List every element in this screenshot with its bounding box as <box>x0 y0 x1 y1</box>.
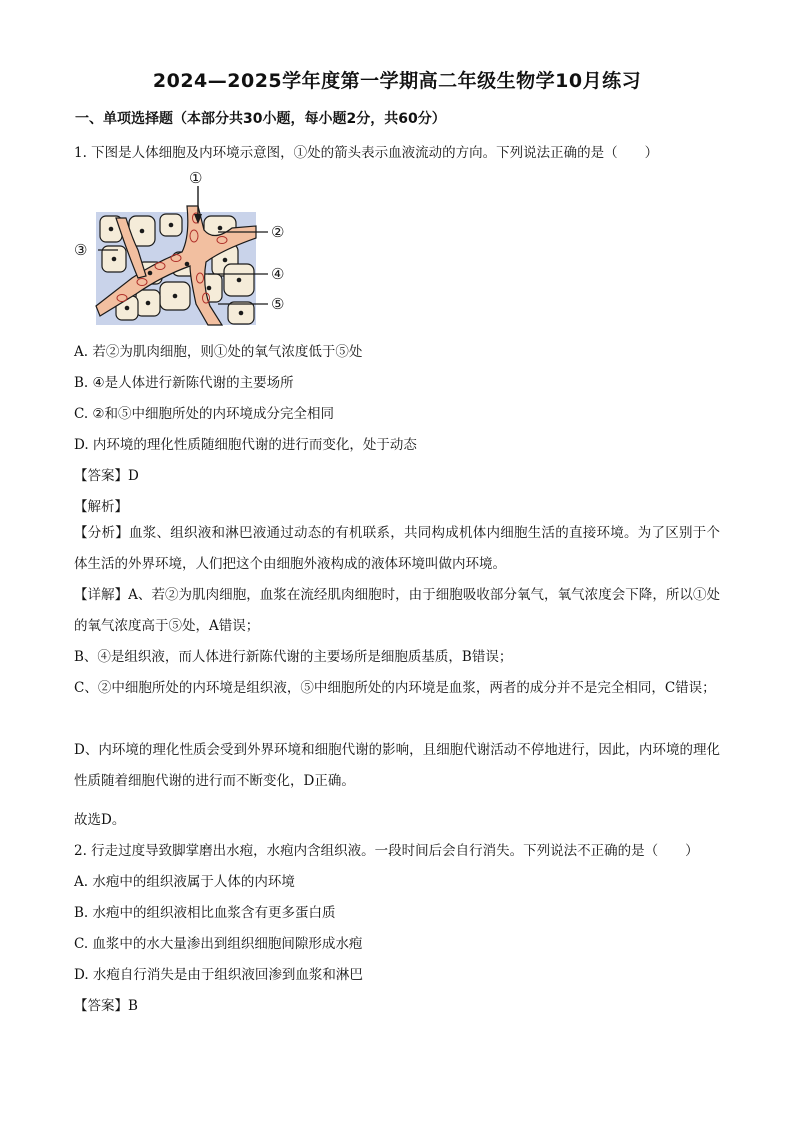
q1-stem: 1. 下图是人体细胞及内环境示意图，①处的箭头表示血液流动的方向。下列说法正确的是（ ） <box>74 145 659 161</box>
q1-analysis: 【分析】血浆、组织液和淋巴液通过动态的有机联系，共同构成机体内细胞生活的直接环境。为了区别于个体生活的外界环境，人们把这个由细胞外液构成的液体环境叫做内环境。 <box>74 525 720 572</box>
q1-analysis-heading: 【解析】 <box>74 499 128 515</box>
section-heading: 一、单项选择题（本部分共30小题，每小题2分，共60分） <box>75 111 446 127</box>
q1-option-a: A. 若②为肌肉细胞，则①处的氧气浓度低于⑤处 <box>74 344 363 360</box>
q1-option-b: B. ④是人体进行新陈代谢的主要场所 <box>74 375 294 391</box>
page-title: 2024—2025学年度第一学期高二年级生物学10月练习 <box>152 70 642 92</box>
q1-option-c: C. ②和⑤中细胞所处的内环境成分完全相同 <box>74 406 335 422</box>
q1-option-d: D. 内环境的理化性质随细胞代谢的进行而变化，处于动态 <box>74 437 417 453</box>
q1-detail-d: D、内环境的理化性质会受到外界环境和细胞代谢的影响，且细胞代谢活动不停地进行，因此，内环境的理化性质随着细胞代谢的进行而不断变化，D正确。 <box>74 742 720 789</box>
q1-answer: 【答案】D <box>74 468 139 484</box>
label-1: ① <box>189 169 203 187</box>
q2-option-b: B. 水疱中的组织液相比血浆含有更多蛋白质 <box>74 905 336 921</box>
q1-detail-a: 【详解】A、若②为肌肉细胞，血浆在流经肌肉细胞时，由于细胞吸收部分氧气，氧气浓度会下降，所以①处的氧气浓度高于⑤处，A错误； <box>74 587 720 634</box>
q2-option-d: D. 水疱自行消失是由于组织液回渗到血浆和淋巴 <box>74 967 363 983</box>
q1-detail-b: B、④是组织液，而人体进行新陈代谢的主要场所是细胞质基质，B错误； <box>74 649 513 665</box>
label-3: ③ <box>74 241 88 259</box>
label-2: ② <box>271 223 285 241</box>
q1-detail-c: C、②中细胞所处的内环境是组织液，⑤中细胞所处的内环境是血浆，两者的成分并不是完全相同，C错误； <box>74 680 716 696</box>
label-4: ④ <box>271 265 285 283</box>
q1-conclusion: 故选D。 <box>74 812 126 828</box>
q2-option-c: C. 血浆中的水大量渗出到组织细胞间隙形成水疱 <box>74 936 363 952</box>
cell-environment-diagram <box>72 166 302 330</box>
label-5: ⑤ <box>271 295 285 313</box>
q2-option-a: A. 水疱中的组织液属于人体的内环境 <box>74 874 295 890</box>
q2-answer: 【答案】B <box>74 998 138 1014</box>
q2-stem: 2. 行走过度导致脚掌磨出水疱，水疱内含组织液。一段时间后会自行消失。下列说法不正确的是（ ） <box>74 843 699 859</box>
